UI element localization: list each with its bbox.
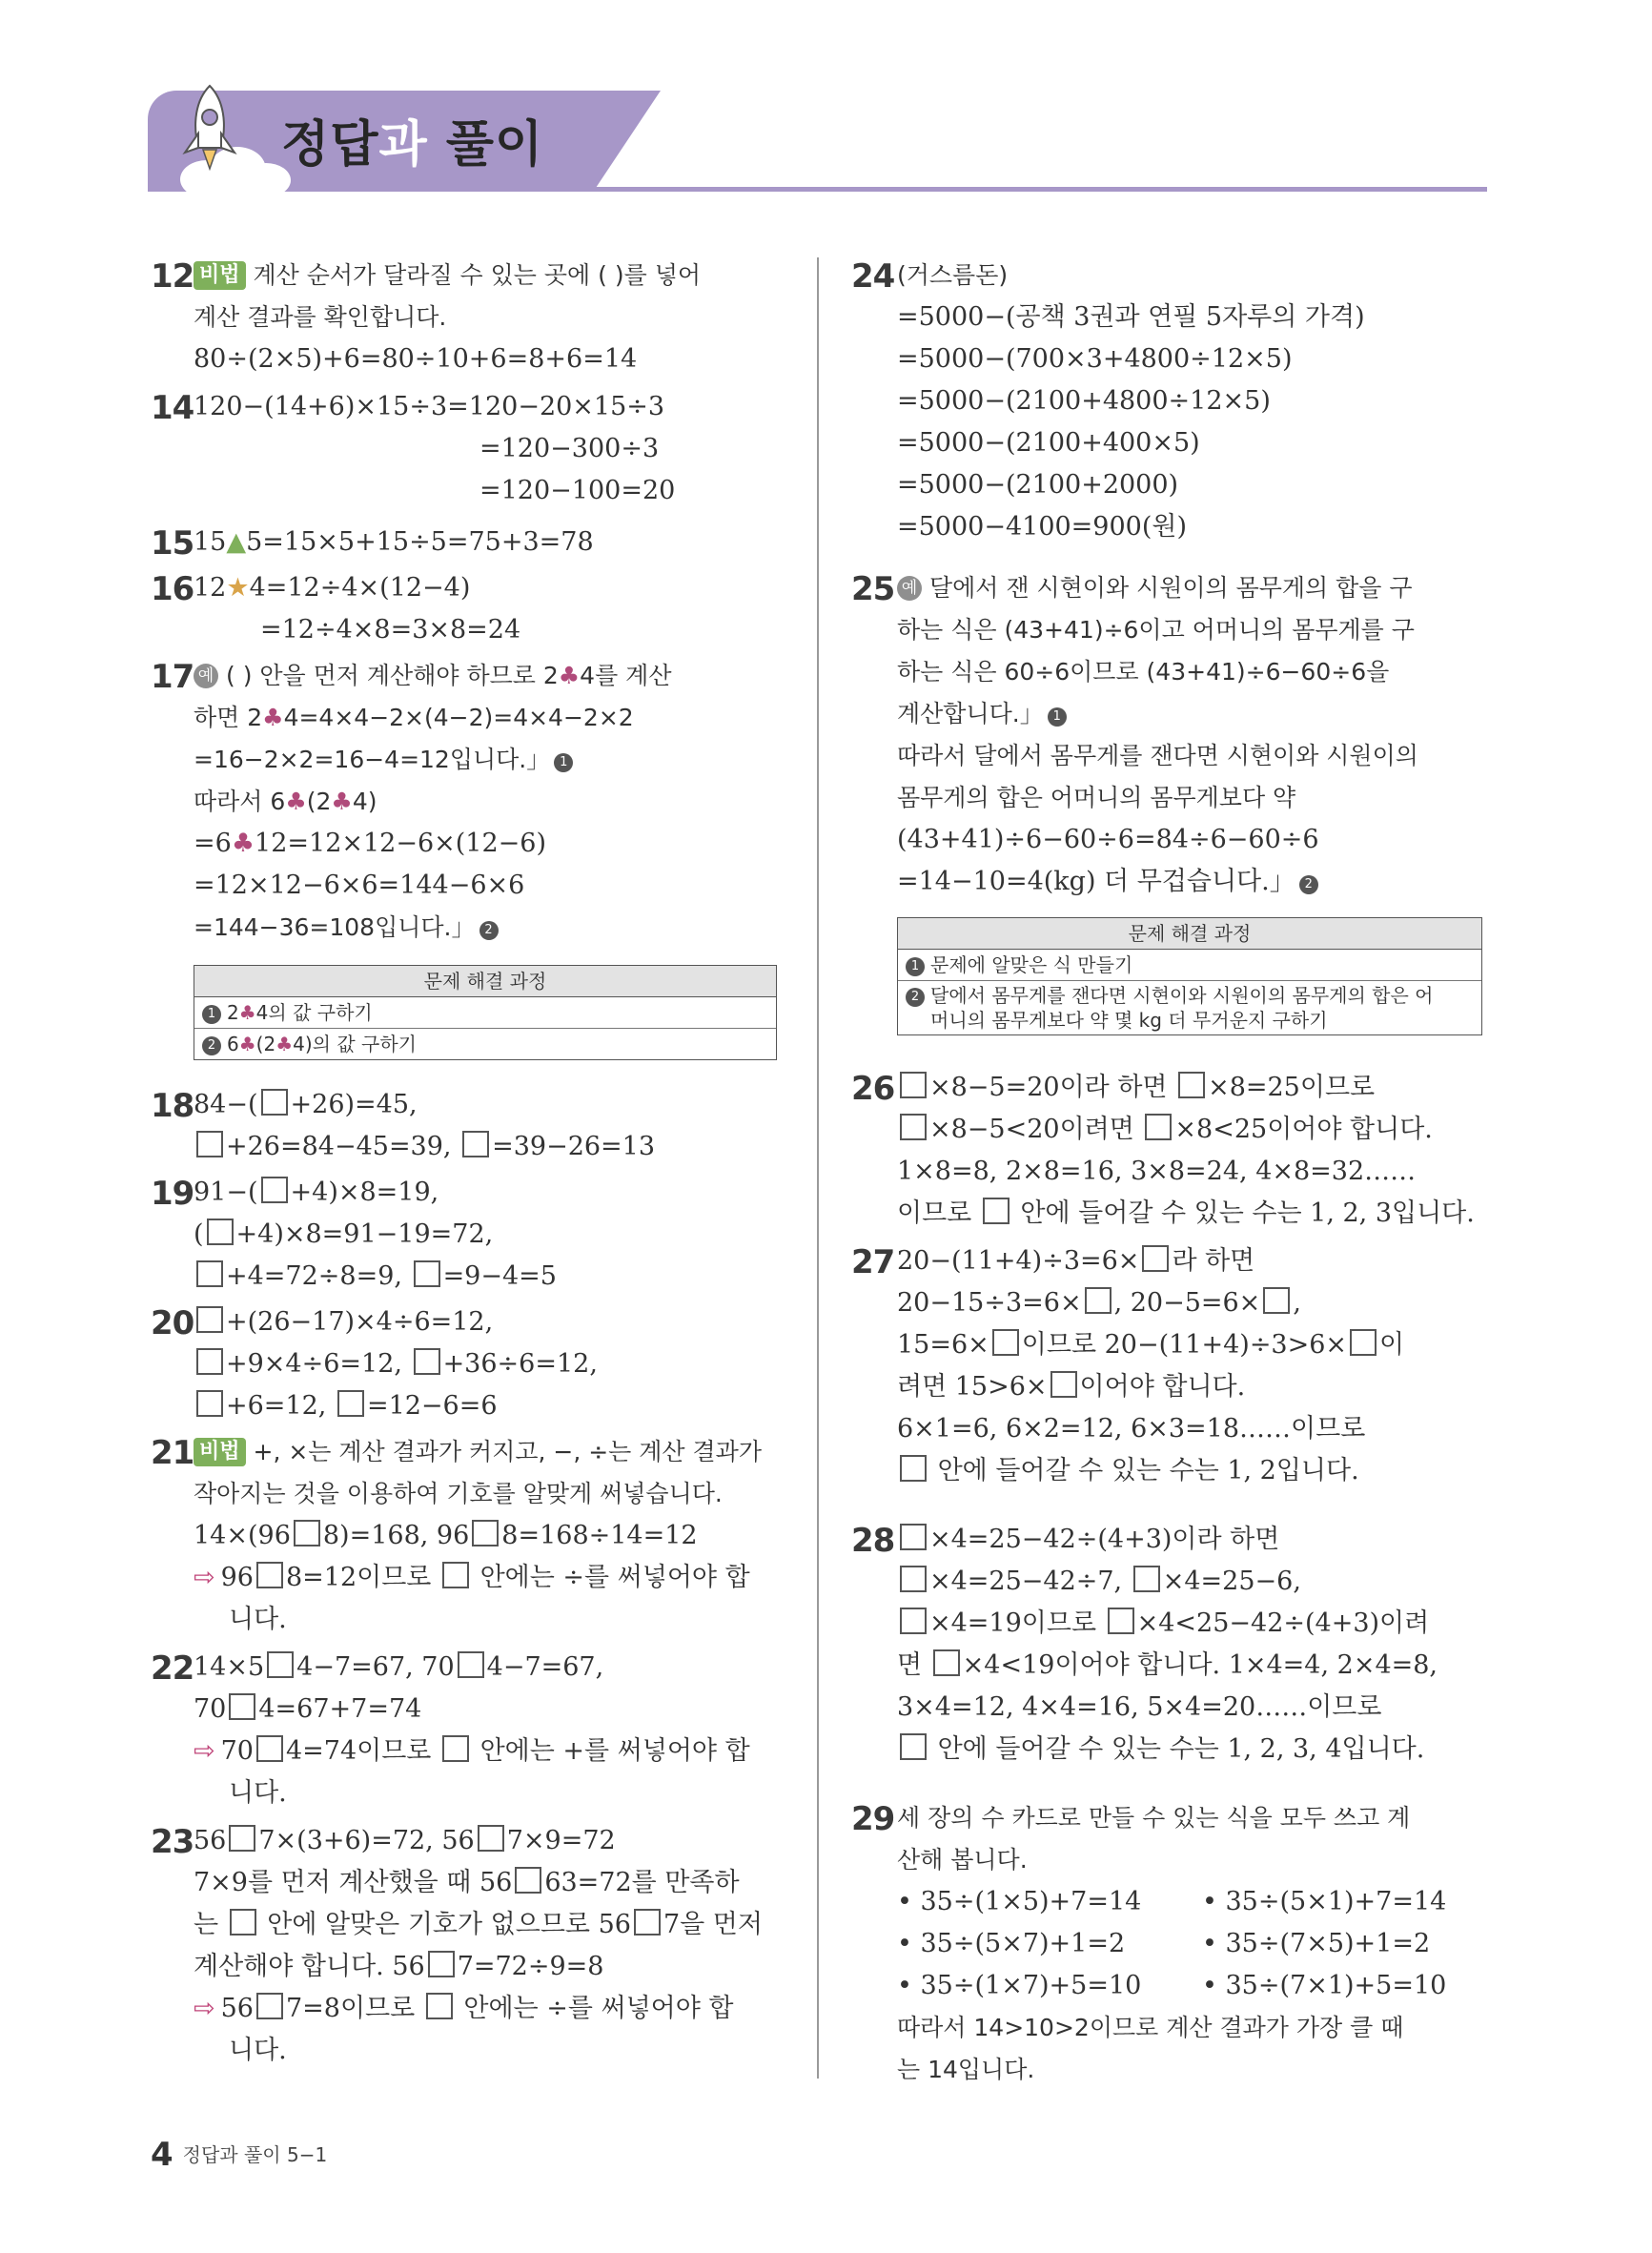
problem-number: 15 [151, 524, 194, 563]
solution-line: ⇨ 96 8=12이므로 안에는 ÷를 써넣어야 합 [194, 1563, 750, 1592]
tip-badge: 비법 [194, 261, 246, 290]
solution-line: (거스름돈) [897, 261, 1009, 289]
step-marker: 2 [906, 988, 925, 1007]
step-marker: 2 [479, 921, 499, 940]
problem-number: 14 [151, 389, 194, 427]
problem-number: 17 [151, 658, 194, 696]
blank-box [900, 1455, 927, 1482]
expression-item: • 35÷(5×1)+7=14 [1202, 1887, 1447, 1916]
blank-box [256, 1735, 283, 1762]
club-icon: ♣ [331, 788, 353, 815]
solution-line: 니다. [229, 2036, 287, 2065]
step-marker: 2 [202, 1036, 221, 1055]
solution-line: 6×1=6, 6×2=12, 6×3=18……이므로 [897, 1414, 1366, 1444]
blank-box [1350, 1329, 1377, 1356]
solution-line: 산해 봅니다. [897, 1846, 1028, 1874]
solution-line: 70 4=67+7=74 [194, 1694, 422, 1724]
solution-line: 15▲5=15×5+15÷5=75+3=78 [194, 527, 594, 557]
solution-line: 작아지는 것을 이용하여 기호를 알맞게 써넣습니다. [194, 1480, 723, 1507]
example-badge: 예 [194, 664, 218, 688]
blank-box [1145, 1114, 1172, 1140]
solution-line: 1×8=8, 2×8=16, 3×8=24, 4×8=32…… [897, 1157, 1417, 1186]
blank-box [414, 1348, 440, 1375]
blank-box [267, 1651, 294, 1678]
solution-line: 비법 계산 순서가 달라질 수 있는 곳에 ( )를 넣어 [194, 259, 701, 292]
blank-box [900, 1566, 927, 1592]
blank-box [478, 1825, 504, 1852]
blank-box [196, 1306, 223, 1333]
club-icon: ♣ [238, 1033, 256, 1055]
solution-line: =144−36=108입니다.」 2 [194, 911, 499, 944]
blank-box [428, 1951, 455, 1977]
solution-line: 20−(11+4)÷3=6× 라 하면 [897, 1246, 1255, 1276]
solution-line: ×4=25−42÷7, ×4=25−6, [897, 1566, 1301, 1598]
solution-line: 120−(14+6)×15÷3=120−20×15÷3 [194, 392, 665, 421]
blank-box [933, 1649, 960, 1676]
expression-item: • 35÷(1×7)+5=10 [897, 1971, 1142, 2000]
solution-line: +4=72÷8=9, =9−4=5 [194, 1260, 557, 1293]
problem-number: 20 [151, 1304, 194, 1342]
blank-box [230, 1909, 256, 1936]
solution-line: 니다. [229, 1778, 287, 1808]
blank-box [472, 1520, 499, 1546]
solution-line: =16−2×2=16−4=12입니다.」 1 [194, 744, 573, 776]
solution-process-table [897, 917, 1482, 1035]
rocket-icon [172, 81, 248, 181]
blank-box [1178, 1072, 1205, 1098]
blank-box [207, 1219, 234, 1245]
solution-line: 계산합니다.」 1 [897, 698, 1067, 730]
solution-line: =5000−(2100+2000) [897, 470, 1179, 500]
blank-box [442, 1735, 469, 1762]
blank-box [1263, 1287, 1290, 1314]
blank-box [337, 1390, 364, 1417]
blank-box [256, 1562, 283, 1588]
problem-number: 12 [151, 257, 194, 296]
example-badge: 예 [897, 576, 922, 601]
solution-line: 세 장의 수 카드로 만들 수 있는 식을 모두 쓰고 계 [897, 1804, 1411, 1832]
solution-line: +26=84−45=39, =39−26=13 [194, 1131, 655, 1163]
blank-box [1133, 1566, 1160, 1592]
solution-line: =120−300÷3 [479, 434, 660, 463]
solution-line: ×8−5=20이라 하면 ×8=25이므로 [897, 1072, 1375, 1104]
solution-line: =5000−(2100+400×5) [897, 428, 1200, 458]
blank-box [196, 1131, 223, 1157]
blank-box [900, 1733, 927, 1760]
solution-line: =12×12−6×6=144−6×6 [194, 870, 525, 900]
table-row: 1 2♣4의 값 구하기 [194, 997, 776, 1029]
blank-box [634, 1909, 661, 1936]
solution-line: (43+41)÷6−60÷6=84÷6−60÷6 [897, 825, 1319, 854]
blank-box [900, 1072, 927, 1098]
blank-box [992, 1329, 1019, 1356]
blank-box [426, 1993, 453, 2019]
solution-line: 하는 식은 (43+41)÷6이고 어머니의 몸무게를 구 [897, 616, 1415, 644]
step-marker: 1 [554, 753, 573, 772]
problem-number: 18 [151, 1087, 194, 1125]
problem-number: 26 [851, 1070, 895, 1108]
solution-line: 따라서 달에서 몸무게를 잰다면 시현이와 시원이의 [897, 742, 1418, 769]
blank-box [261, 1089, 288, 1116]
solution-line: 20−15÷3=6× , 20−5=6× , [897, 1288, 1301, 1318]
problem-number: 19 [151, 1175, 194, 1213]
blank-box [294, 1520, 320, 1546]
page-footer [151, 2136, 327, 2174]
step-marker: 1 [1048, 707, 1067, 727]
solution-line: =120−100=20 [479, 476, 676, 505]
problem-number: 23 [151, 1823, 194, 1861]
step-marker: 2 [1299, 875, 1318, 894]
solution-line: 예 달에서 잰 시현이와 시원이의 몸무게의 합을 구 [897, 572, 1413, 604]
solution-line: 비법 +, ×는 계산 결과가 커지고, −, ÷는 계산 결과가 [194, 1436, 762, 1468]
problem-number: 21 [151, 1434, 194, 1472]
problem-number: 28 [851, 1522, 895, 1560]
solution-line: =5000−4100=900(원) [897, 512, 1187, 542]
blank-box [261, 1177, 288, 1203]
solution-line: +(26−17)×4÷6=12, [194, 1306, 493, 1339]
blank-box [900, 1524, 927, 1550]
solution-line: =12÷4×8=3×8=24 [260, 615, 521, 645]
problem-number: 25 [851, 570, 895, 608]
footer-label: 정답과 풀이 5−1 [182, 2143, 328, 2166]
solution-line: ×4=25−42÷(4+3)이라 하면 [897, 1524, 1279, 1556]
solution-line: 15=6× 이므로 20−(11+4)÷3>6× 이 [897, 1330, 1405, 1360]
table-header: 문제 해결 과정 [898, 918, 1481, 950]
solution-line: 안에 들어갈 수 있는 수는 1, 2입니다. [897, 1455, 1359, 1487]
solution-line: 이므로 안에 들어갈 수 있는 수는 1, 2, 3입니다. [897, 1198, 1475, 1228]
problem-number: 22 [151, 1649, 194, 1688]
solution-line: =5000−(공책 3권과 연필 5자루의 가격) [897, 302, 1365, 332]
solution-line: 는 14입니다. [897, 2056, 1035, 2083]
solution-line: 12★4=12÷4×(12−4) [194, 573, 471, 603]
column-divider [817, 257, 819, 2079]
solution-line: 따라서 6♣(2♣4) [194, 788, 377, 815]
solution-line: ⇨ 56 7=8이므로 안에는 ÷를 써넣어야 합 [194, 1994, 734, 2023]
solution-line: 하면 2♣4=4×4−2×(4−2)=4×4−2×2 [194, 704, 634, 731]
header-band-tip [594, 91, 661, 191]
blank-box [229, 1693, 255, 1720]
step-marker: 1 [906, 957, 925, 976]
page-header [148, 91, 1487, 195]
table-row: 2 달에서 몸무게를 잰다면 시현이와 시원이의 몸무게의 합은 어 머니의 몸무게보다 약 몇 kg 더 무거운지 구하기 [898, 981, 1481, 1034]
solution-line: 84−( +26)=45, [194, 1090, 418, 1119]
solution-line: 몸무게의 합은 어머니의 몸무게보다 약 [897, 784, 1296, 811]
blank-box [515, 1867, 541, 1894]
blank-box [1142, 1245, 1169, 1272]
club-icon: ♣ [238, 1001, 256, 1024]
solution-line: 따라서 14>10>2이므로 계산 결과가 가장 클 때 [897, 2014, 1404, 2041]
solution-line: ( +4)×8=91−19=72, [194, 1219, 494, 1249]
arrow-icon: ⇨ [194, 1736, 215, 1766]
solution-line: ⇨ 70 4=74이므로 안에는 +를 써넣어야 합 [194, 1736, 750, 1766]
solution-line: 14×(96 8)=168, 96 8=168÷14=12 [194, 1521, 698, 1550]
arrow-icon: ⇨ [194, 1563, 215, 1592]
solution-line: 니다. [229, 1605, 287, 1634]
problem-number: 16 [151, 570, 194, 608]
blank-box [196, 1390, 223, 1417]
table-row: 2 6♣(2♣4)의 값 구하기 [194, 1029, 776, 1059]
triangle-icon: ▲ [226, 527, 247, 557]
solution-line: +6=12, =12−6=6 [194, 1390, 498, 1423]
blank-box [442, 1562, 469, 1588]
club-icon: ♣ [231, 829, 255, 858]
blank-box [256, 1993, 283, 2019]
solution-line: =5000−(700×3+4800÷12×5) [897, 344, 1293, 374]
club-icon: ♣ [275, 1033, 294, 1055]
solution-line: =14−10=4(kg) 더 무겁습니다.」 2 [897, 866, 1318, 898]
solution-line: +9×4÷6=12, +36÷6=12, [194, 1348, 598, 1381]
solution-line: 려면 15>6× 이어야 합니다. [897, 1372, 1246, 1402]
header-rule [148, 187, 1487, 192]
solution-line: 3×4=12, 4×4=16, 5×4=20……이므로 [897, 1692, 1382, 1722]
expression-item: • 35÷(7×5)+1=2 [1202, 1929, 1431, 1958]
solution-line: 는 안에 알맞은 기호가 없으므로 56 7을 먼저 [194, 1910, 763, 1939]
solution-line: 계산해야 합니다. 56 7=72÷9=8 [194, 1952, 604, 1981]
page-title: 정답과 풀이 [281, 116, 544, 174]
blank-box [1085, 1287, 1112, 1314]
club-icon: ♣ [285, 788, 307, 815]
blank-box [458, 1651, 484, 1678]
solution-line: 80÷(2×5)+6=80÷10+6=8+6=14 [194, 344, 638, 374]
blank-box [900, 1114, 927, 1140]
blank-box [196, 1260, 223, 1287]
club-icon: ♣ [262, 704, 284, 731]
blank-box [229, 1825, 255, 1852]
solution-line: 면 ×4<19이어야 합니다. 1×4=4, 2×4=8, [897, 1650, 1438, 1680]
solution-line: =6♣12=12×12−6×(12−6) [194, 829, 546, 858]
solution-line: ×4=19이므로 ×4<25−42÷(4+3)이려 [897, 1608, 1429, 1640]
expression-item: • 35÷(1×5)+7=14 [897, 1887, 1142, 1916]
expression-item: • 35÷(5×7)+1=2 [897, 1929, 1126, 1958]
solution-process-table [194, 965, 777, 1060]
problem-number: 29 [851, 1800, 895, 1838]
table-header: 문제 해결 과정 [194, 966, 776, 997]
solution-line: 56 7×(3+6)=72, 56 7×9=72 [194, 1826, 616, 1855]
solution-line: 안에 들어갈 수 있는 수는 1, 2, 3, 4입니다. [897, 1733, 1424, 1766]
problem-number: 27 [851, 1243, 895, 1281]
blank-box [462, 1131, 489, 1157]
tip-badge: 비법 [194, 1438, 246, 1466]
solution-line: 예 ( ) 안을 먼저 계산해야 하므로 2♣4를 계산 [194, 660, 671, 692]
blank-box [983, 1198, 1010, 1224]
club-icon: ♣ [558, 662, 581, 689]
solution-line: 하는 식은 60÷6이므로 (43+41)÷6−60÷6을 [897, 658, 1390, 686]
arrow-icon: ⇨ [194, 1994, 215, 2023]
problem-number: 24 [851, 257, 895, 296]
expression-item: • 35÷(7×1)+5=10 [1202, 1971, 1447, 2000]
solution-line: 계산 결과를 확인합니다. [194, 303, 447, 331]
blank-box [414, 1260, 440, 1287]
blank-box [1050, 1371, 1077, 1398]
blank-box [196, 1348, 223, 1375]
solution-line: ×8−5<20이려면 ×8<25이어야 합니다. [897, 1114, 1433, 1146]
solution-line: 7×9를 먼저 계산했을 때 56 63=72를 만족하 [194, 1868, 740, 1897]
page-number: 4 [151, 2136, 173, 2174]
solution-line: =5000−(2100+4800÷12×5) [897, 386, 1271, 416]
star-icon: ★ [226, 573, 250, 603]
blank-box [1108, 1608, 1134, 1634]
blank-box [900, 1608, 927, 1634]
step-marker: 1 [202, 1005, 221, 1024]
table-row: 1 문제에 알맞은 식 만들기 [898, 950, 1481, 981]
solution-line: 91−( +4)×8=19, [194, 1178, 439, 1207]
solution-line: 14×5 4−7=67, 70 4−7=67, [194, 1652, 604, 1682]
